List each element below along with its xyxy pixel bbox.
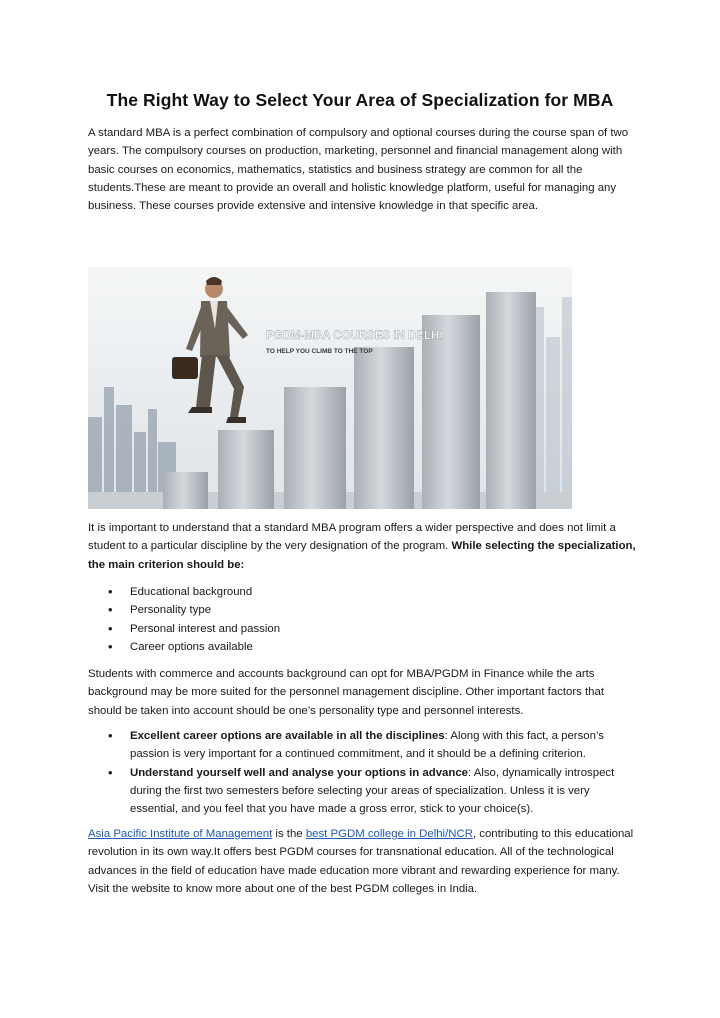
hero-subline: TO HELP YOU CLIMB TO THE TOP xyxy=(266,348,373,355)
criterion-bold: While selecting the specialization, the main criterion should be: xyxy=(88,540,636,571)
closing-mid: is the xyxy=(272,828,306,840)
institute-link[interactable]: Asia Pacific Institute of Management xyxy=(88,828,273,840)
hero-image xyxy=(88,267,572,509)
tip-bold: Understand yourself well and analyse your options in advance xyxy=(130,766,469,779)
tip-bold: Excellent career options are available in all the disciplines xyxy=(130,730,445,742)
tip-text: : Along with this fact, a person’s passion is very important for a continued commitment, and it should be a defining criterion. xyxy=(130,730,604,761)
closing-paragraph xyxy=(88,825,640,898)
best-pgdm-link[interactable]: best PGDM college in Delhi/NCR xyxy=(305,828,473,840)
tips-list xyxy=(108,727,640,818)
background-paragraph: Students with commerce and accounts background can opt for MBA/PGDM in Finance while the arts background may be more suited for the personnel management discipline. Other important factors that should be taken into account should be one’s personality type and personnel interests. xyxy=(88,668,605,717)
list-item: • Educational background xyxy=(108,583,280,601)
criterion-text: It is important to understand that a standard MBA program offers a wider perspective and does not limit a student to a particular discipline by the very designation of the program. xyxy=(88,522,616,553)
criterion-paragraph xyxy=(88,519,640,574)
closing-rest: , contributing to this educational revolution in its own way.It offers best PGDM courses for transnational education. All of the technological advances in the field of education have made education more vibrant and rewarding experience for many. Visit the website to know more about one of the best PGDM colleges in India. xyxy=(88,828,634,895)
hero-headline: PGDM-MBA COURSES IN DELHI xyxy=(266,330,443,342)
list-item: • Career options available xyxy=(108,638,280,656)
page-title: The Right Way to Select Your Area of Specialization for MBA xyxy=(106,90,614,110)
intro-paragraph: A standard MBA is a perfect combination of compulsory and optional courses during the course span of two years. The compulsory courses on production, marketing, personnel and financial management along with basic courses on economics, mathematics, statistics and business strategy are common for all the students.These are meant to provide an overall and holistic knowledge platform, useful for managing any business. These courses provide extensive and intensive knowledge in that specific area. xyxy=(88,127,629,213)
criteria-list xyxy=(108,583,280,656)
list-item xyxy=(108,764,640,819)
list-item: • Personal interest and passion xyxy=(108,620,280,638)
list-item xyxy=(108,727,640,764)
list-item: • Personality type xyxy=(108,601,280,619)
tip-text: : Also, dynamically introspect during the first two semesters before selecting your areas of specialization. Unless it is very essential, and you feel that you have made a gross error, stick to your choice(s). xyxy=(130,766,615,816)
